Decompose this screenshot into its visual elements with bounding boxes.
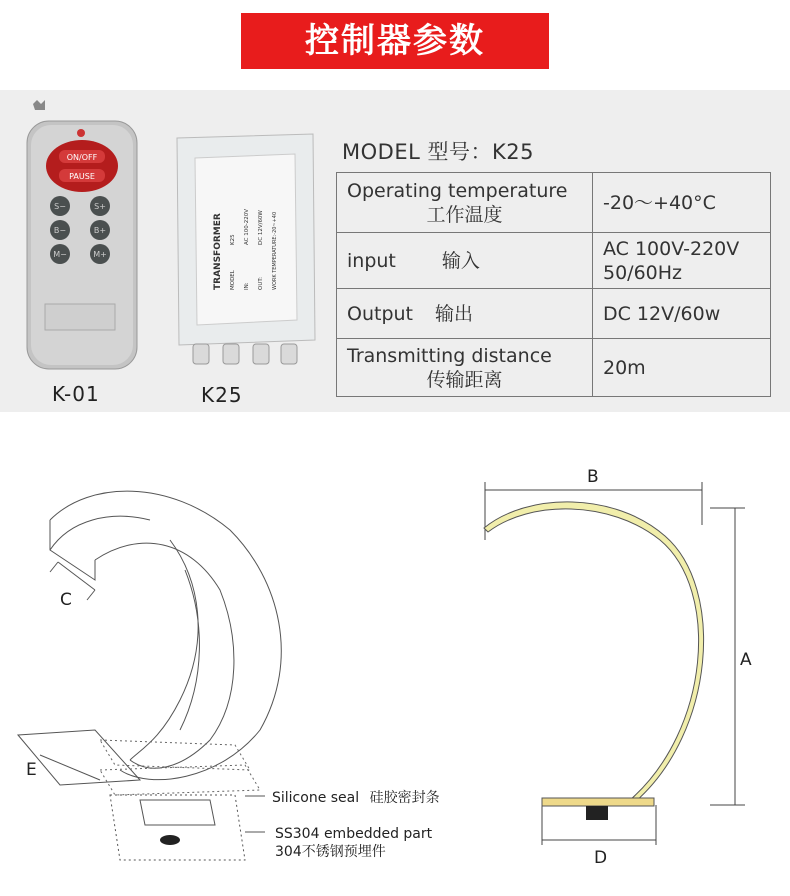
spec-value-line1: AC 100V-220V xyxy=(603,237,740,260)
spec-value: 20m xyxy=(593,339,771,397)
s-plus-label: S+ xyxy=(94,202,106,211)
m-plus-label: M+ xyxy=(93,250,107,259)
model-line: MODEL 型号：K25 xyxy=(342,140,534,164)
transformer-title: TRANSFORMER xyxy=(213,213,223,290)
b-plus-label: B+ xyxy=(93,226,107,235)
callout-embedded-part xyxy=(275,825,432,861)
transformer-box-image xyxy=(165,130,325,380)
crescent-dimension-drawing xyxy=(470,460,770,880)
callout-seal-en: Silicone seal xyxy=(272,790,360,806)
dimension-label-c: C xyxy=(60,590,72,610)
b-minus-label: B− xyxy=(53,226,67,235)
spec-table xyxy=(336,172,771,397)
product-label-k01: K-01 xyxy=(52,382,100,406)
spec-key-en: Operating temperature xyxy=(347,179,568,202)
table-row xyxy=(337,339,771,397)
spec-value: -20～+40°C xyxy=(593,173,771,233)
dimension-label-b: B xyxy=(587,467,599,487)
callout-part-cn: 304不锈钢预埋件 xyxy=(275,844,386,860)
transformer-row-in: IN: xyxy=(244,282,250,290)
callout-part-en: SS304 embedded part xyxy=(275,826,433,842)
transformer-row-in-val: AC 100-220V xyxy=(244,209,250,245)
crescent-3d-diagram xyxy=(0,440,470,880)
page-title-banner: 控制器参数 xyxy=(241,13,549,69)
dimension-label-d: D xyxy=(594,848,608,868)
callout-silicone-seal xyxy=(272,787,440,807)
spec-key-cn: 输入 xyxy=(441,249,480,272)
dimension-label-e: E xyxy=(26,760,37,780)
s-minus-label: S− xyxy=(54,202,66,211)
remote-control-image xyxy=(15,96,150,376)
table-row xyxy=(337,289,771,339)
product-label-k25: K25 xyxy=(201,383,243,407)
callout-seal-cn: 硅胶密封条 xyxy=(369,790,440,806)
transformer-row-temp: WORK TEMPERATURE:-20~+40 xyxy=(272,211,278,290)
spec-key-en: Output xyxy=(347,302,413,325)
dimension-label-a: A xyxy=(740,650,752,670)
spec-key-cn: 传输距离 xyxy=(426,368,503,391)
spec-key-cn: 工作温度 xyxy=(426,203,503,226)
pause-button-label: PAUSE xyxy=(69,172,95,181)
on-off-button-label: ON/OFF xyxy=(66,153,98,162)
transformer-row-out: OUT: xyxy=(258,277,264,290)
spec-value-line2: 50/60Hz xyxy=(603,261,683,284)
spec-key-en: input xyxy=(347,249,396,272)
transformer-row-model: MODEL xyxy=(230,270,236,290)
transformer-row-out-val: DC 12V/60W xyxy=(258,210,264,245)
spec-value: DC 12V/60w xyxy=(593,289,771,339)
spec-key-en: Transmitting distance xyxy=(347,344,552,367)
m-minus-label: M− xyxy=(53,250,67,259)
table-row xyxy=(337,173,771,233)
spec-key-cn: 输出 xyxy=(435,302,474,325)
table-row xyxy=(337,233,771,289)
transformer-row-model-val: K25 xyxy=(230,234,236,245)
